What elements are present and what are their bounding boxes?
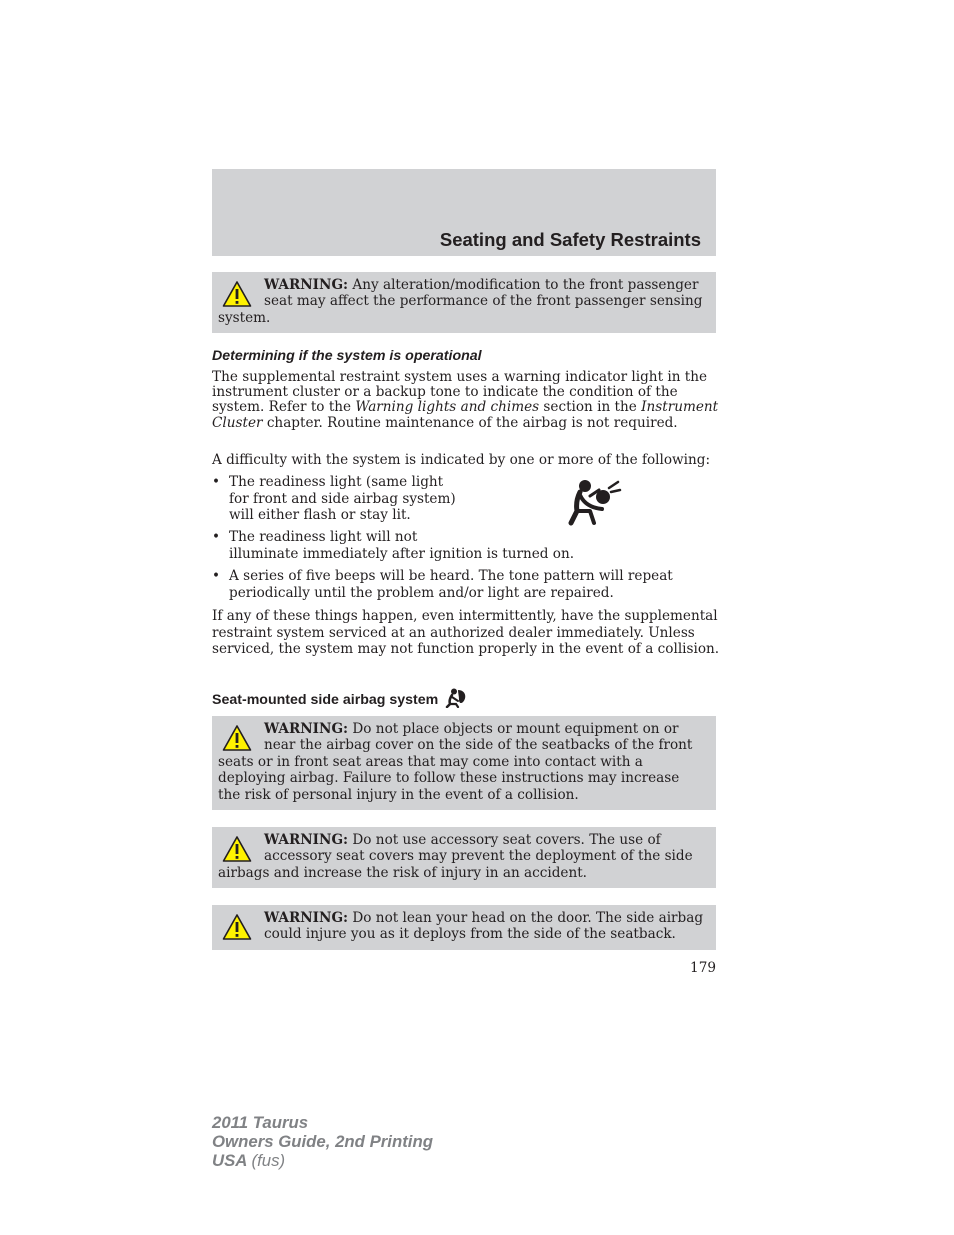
warning-label: WARNING:	[264, 832, 349, 848]
warning-text: Do not use accessory seat covers. The use of accessory seat covers may prevent the deployment of the side airbags and increase the risk of injury in an accident.	[218, 832, 693, 881]
warning-box-passenger-seat	[212, 272, 716, 333]
section-heading-operational: Determining if the system is operational	[212, 348, 482, 364]
document-footer	[212, 1113, 433, 1170]
paragraph-system-description: The supplemental restraint system uses a warning indicator light in the instrument cluster or a backup tone to indicate the condition of the system. Refer to the Warning lights and chimes section in the Instrument Cluster chapter. Routine maintenance of the airbag is not required.	[212, 369, 719, 431]
airbag-indicator-icon	[566, 478, 622, 526]
warning-triangle-icon	[222, 724, 252, 752]
warning-triangle-icon	[222, 280, 252, 308]
warning-triangle-icon	[222, 913, 252, 941]
section-heading-side-airbag: Seat-mounted side airbag system	[212, 688, 470, 708]
chapter-header	[212, 169, 716, 256]
warning-box-seat-covers	[212, 827, 716, 888]
chapter-title: Seating and Safety Restraints	[439, 229, 701, 250]
warning-box-airbag-cover	[212, 716, 716, 810]
warning-label: WARNING:	[264, 277, 349, 293]
footer-region: USA (fus)	[212, 1151, 286, 1170]
warning-box-head-on-door	[212, 905, 716, 950]
footer-model: 2011 Taurus	[212, 1113, 309, 1132]
warning-label: WARNING:	[264, 910, 349, 926]
warning-label: WARNING:	[264, 721, 349, 737]
warning-text: Do not lean your head on the door. The side airbag could injure you as it deploys from the side of the seatback.	[264, 910, 704, 943]
page-number: 179	[690, 960, 716, 976]
footer-edition: Owners Guide, 2nd Printing	[212, 1132, 433, 1151]
paragraph-difficulty-intro: A difficulty with the system is indicated by one or more of the following:	[212, 452, 711, 468]
side-airbag-icon	[444, 688, 470, 708]
warning-text: Do not place objects or mount equipment on or near the airbag cover on the side of the seatbacks of the front seats or in front seat areas that may come into contact with a deploying airbag. Failure to follow these instructions may increase the risk of personal injury in the event of a collision.	[218, 721, 693, 803]
warning-text: Any alteration/modification to the front passenger seat may affect the performance of the front passenger sensing system.	[218, 277, 703, 326]
paragraph-service-advice: If any of these things happen, even intermittently, have the supplemental restraint system serviced at an authorized dealer immediately. Unless serviced, the system may not function properly in the event of a collision.	[212, 608, 720, 657]
warning-triangle-icon	[222, 835, 252, 863]
